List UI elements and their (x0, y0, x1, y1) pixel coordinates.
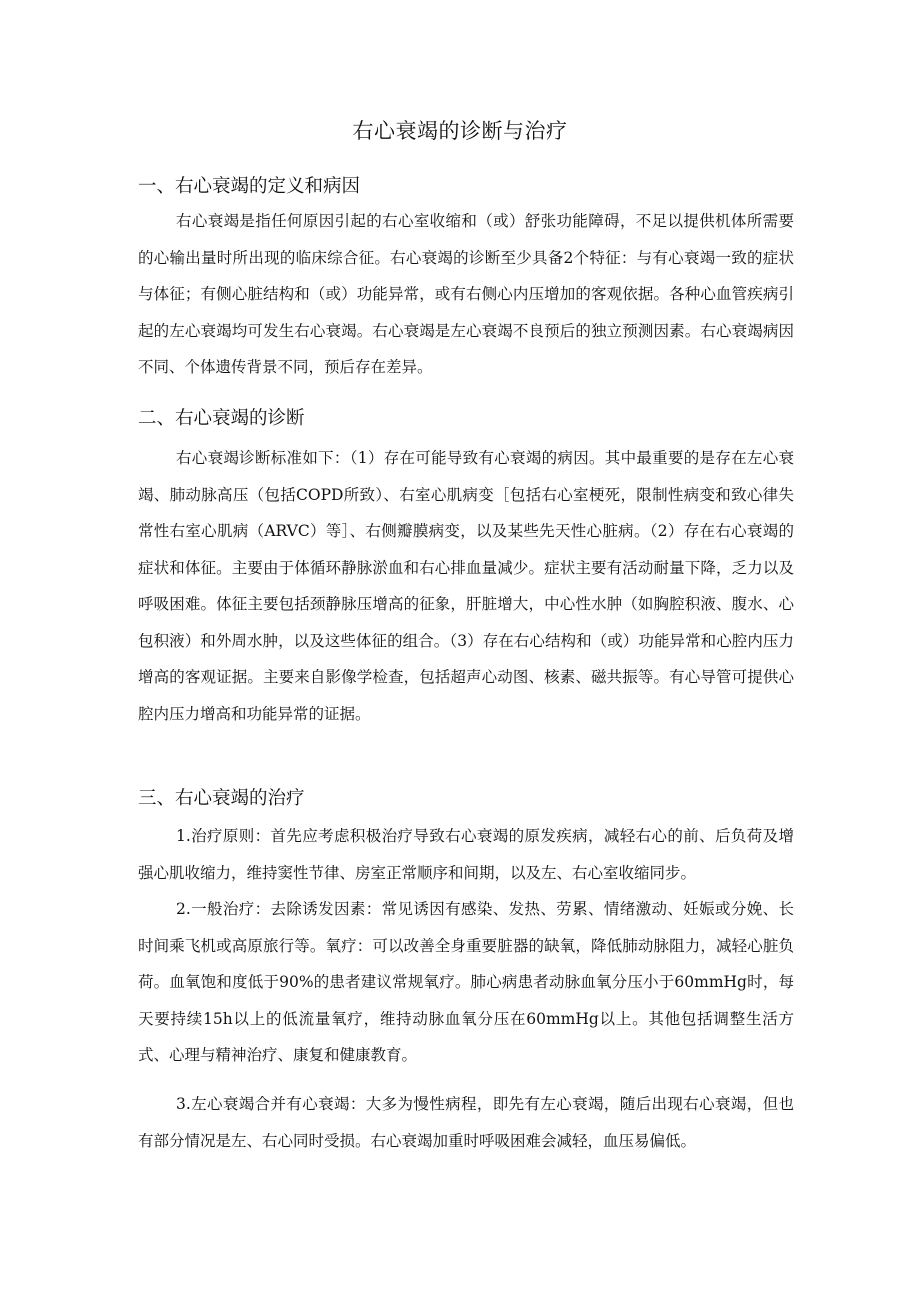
section-heading-definition: 一、右心衰竭的定义和病因 (138, 176, 361, 197)
paragraph-treatment-principle: 1.治疗原则：首先应考虑积极治疗导致右心衰竭的原发疾病，减轻右心的前、后负荷及增强心肌收缩力，维持窦性节律、房室正常顺序和间期，以及左、右心室收缩同步。 (138, 827, 794, 882)
paragraph-diagnosis: 右心衰竭诊断标准如下：（1）存在可能导致有心衰竭的病因。其中最重要的是存在左心衰竭、肺动脉高压（包括COPD所致）、右室心肌病变［包括右心室梗死，限制性病变和致心律失常性右室心肌病（ARVC）等］、右侧瓣膜病变，以及某些先天性心脏病。（2）存在右心衰竭的症状和体征。主要由于体循环静脉淤血和右心排血量减少。症状主要有活动耐量下降，乏力以及呼吸困难。体征主要包括颈静脉压增高的征象，肝脏增大，中心性水肿（如胸腔积液、腹水、心包积液）和外周水肿，以及这些体征的组合。（3）存在右心结构和（或）功能异常和心腔内压力增高的客观证据。主要来自影像学检查，包括超声心动图、核素、磁共振等。有心导管可提供心腔内压力增高和功能异常的证据。 (138, 449, 794, 723)
section-heading-diagnosis: 二、右心衰竭的诊断 (138, 408, 305, 429)
section-heading-treatment: 三、右心衰竭的治疗 (138, 788, 305, 809)
paragraph-left-heart-failure: 3.左心衰竭合并有心衰竭：大多为慢性病程，即先有左心衰竭，随后出现右心衰竭，但也有部分情况是左、右心同时受损。右心衰竭加重时呼吸困难会减轻，血压易偏低。 (138, 1095, 794, 1150)
paragraph-general-treatment: 2.一般治疗：去除诱发因素：常见诱因有感染、发热、劳累、情绪激动、妊娠或分娩、长时间乘飞机或高原旅行等。氧疗：可以改善全身重要脏器的缺氧，降低肺动脉阻力，减轻心脏负荷。血氧饱和度低于90%的患者建议常规氧疗。肺心病患者动脉血氧分压小于60mmHg时，每天要持续15h以上的低流量氧疗，维持动脉血氧分压在60mmHg以上。其他包括调整生活方式、心理与精神治疗、康复和健康教育。 (138, 900, 794, 1064)
paragraph-definition: 右心衰竭是指任何原因引起的右心室收缩和（或）舒张功能障碍，不足以提供机体所需要的心输出量时所出现的临床综合征。右心衰竭的诊断至少具备2个特征：与有心衰竭一致的症状与体征；有侧心脏结构和（或）功能异常，或有右侧心内压增加的客观依据。各种心血管疾病引起的左心衰竭均可发生右心衰竭。右心衰竭是左心衰竭不良预后的独立预测因素。右心衰竭病因不同、个体遗传背景不同，预后存在差异。 (138, 212, 794, 376)
document-title: 右心衰竭的诊断与治疗 (352, 119, 568, 143)
